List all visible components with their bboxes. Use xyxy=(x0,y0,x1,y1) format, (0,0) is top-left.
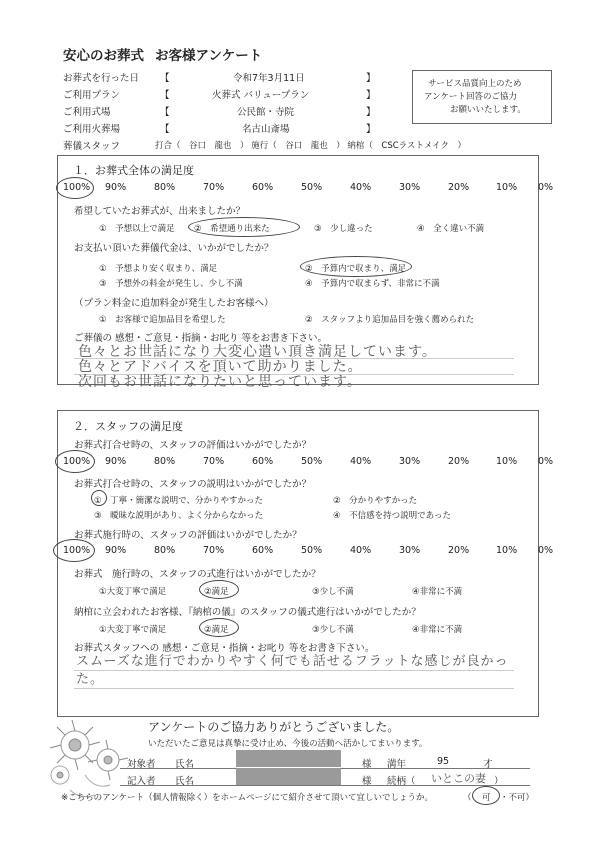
age-unit: 才 xyxy=(483,759,493,770)
survey-title-left: 安心のお葬式 xyxy=(63,48,144,64)
s2-question-2: お葬式打合せ時の、スタッフの説明はいかがでしたか？ xyxy=(74,479,312,490)
scale-0: 0% xyxy=(538,456,554,467)
s1-q2-opt-1: ① 予想より安く収まり、満足 xyxy=(99,264,218,274)
scale-30: 30% xyxy=(399,545,421,556)
s1-q2-opt-3: ③ 予想外の料金が発生し、少し不満 xyxy=(99,279,243,289)
s1-comment-line-1: 色々とお世話になり大変心遣い頂き満足しています。 xyxy=(78,344,437,360)
survey-title-right: お客様アンケート xyxy=(155,48,263,64)
s1-q1-opt-3: ③ 少し違った xyxy=(314,224,373,234)
s2-question-3: お葬式施行時の、スタッフの評価はいかがでしたか？ xyxy=(74,530,302,541)
s1-question-2: お支払い頂いた葬儀代金は、いかがでしたか？ xyxy=(74,243,274,254)
close-bracket: 】 xyxy=(366,107,376,118)
close-bracket: 】 xyxy=(366,124,376,135)
s2-q4-opt-1: ①大変丁寧で満足 xyxy=(99,587,167,597)
relation-label: 続柄（ xyxy=(387,776,416,787)
staff-label: 葬儀スタッフ xyxy=(63,141,121,152)
open-bracket: 【 xyxy=(160,73,170,84)
consent-paren: （ xyxy=(463,793,472,803)
redacted-name xyxy=(236,750,341,767)
close-bracket: 】 xyxy=(366,90,376,101)
scale-20: 20% xyxy=(448,456,470,467)
s1-q1-opt-1: ① 予想以上で満足 xyxy=(99,224,175,234)
writer-name-label: 氏名 xyxy=(175,776,195,787)
scale-100: 100% xyxy=(63,456,91,467)
section1-title: １．お葬式全体の満足度 xyxy=(73,164,194,177)
scale-50: 50% xyxy=(301,545,323,556)
open-bracket: 【 xyxy=(160,107,170,118)
s2-q2-opt-2: ② 分かりやすかった xyxy=(333,496,418,506)
redacted-name xyxy=(236,768,341,785)
s2-q4-opt-3: ③少し不満 xyxy=(312,587,354,597)
age-label: 満年 xyxy=(387,759,407,770)
scale-60: 60% xyxy=(252,456,274,467)
notice-line-3: お願いいたします。 xyxy=(450,105,526,115)
scale-20: 20% xyxy=(448,545,470,556)
scale-50: 50% xyxy=(301,182,323,193)
scale-90: 90% xyxy=(105,545,127,556)
s1-question-1: 希望していたお葬式が、出来ましたか？ xyxy=(74,206,246,217)
scale-90: 90% xyxy=(105,456,127,467)
s2-question-5: 納棺に立会われたお客様、『納棺の儀』のスタッフの儀式進行はいかがでしたか？ xyxy=(74,607,421,618)
s2-comment-line-1: スムーズな進行でわかりやすく何でも話せるフラットな感じが良かった。 xyxy=(76,654,509,687)
field-value-plan: 火葬式 バリュープラン xyxy=(212,90,310,101)
subject-label: 対象者 xyxy=(127,759,156,770)
scale-30: 30% xyxy=(399,182,421,193)
thanks-text: アンケートのご協力ありがとうございました。 xyxy=(148,720,400,734)
s2-q4-opt-4: ④非常に不満 xyxy=(412,587,463,597)
consent-no: ・不可） xyxy=(500,793,535,803)
selection-circle xyxy=(472,786,500,805)
scale-100: 100% xyxy=(63,182,91,193)
s2-q5-opt-2: ②満足 xyxy=(204,625,229,635)
field-value-crematorium: 名古山斎場 xyxy=(242,124,290,135)
scale-90: 90% xyxy=(105,182,127,193)
s1-q3-opt-2: ② スタッフより追加品目を強く薦められた xyxy=(305,315,475,325)
scale-0: 0% xyxy=(538,182,554,193)
scale-30: 30% xyxy=(399,456,421,467)
s1-q1-opt-2: ② 希望通り出来た xyxy=(194,224,270,234)
notice-line-2: アンケート回答のご協力 xyxy=(424,92,517,102)
scale-60: 60% xyxy=(252,182,274,193)
s1-q3-opt-1: ① お客様で追加品目を希望した xyxy=(99,315,226,325)
s2-q5-opt-1: ①大変丁寧で満足 xyxy=(99,625,167,635)
scale-70: 70% xyxy=(203,182,225,193)
field-label-venue: ご利用式場 xyxy=(63,107,111,118)
s2-q5-opt-3: ③少し不満 xyxy=(312,625,354,635)
scale-0: 0% xyxy=(538,545,554,556)
s2-question-4: お葬式 施行時の、スタッフの式進行はいかがでしたか？ xyxy=(74,569,321,580)
scale-80: 80% xyxy=(154,456,176,467)
s2-q2-opt-3: ③ 曖昧な説明があり、よく分からなかった xyxy=(94,511,264,521)
s1-question-3: （プラン料金に追加料金が発生したお客様へ） xyxy=(74,298,274,309)
scale-10: 10% xyxy=(496,545,518,556)
field-value-venue: 公民館・寺院 xyxy=(237,107,295,118)
writer-sama: 様 xyxy=(362,776,372,787)
scale-10: 10% xyxy=(496,182,518,193)
s1-q1-opt-4: ④ 全く違い不満 xyxy=(417,224,485,234)
writer-label: 記入者 xyxy=(127,776,156,787)
s2-q2-opt-1: ① 丁寧・簡潔な説明で、分かりやすかった xyxy=(94,496,263,506)
scale-100: 100% xyxy=(63,545,91,556)
subject-name-label: 氏名 xyxy=(175,759,195,770)
open-bracket: 【 xyxy=(160,90,170,101)
s2-comment-prompt: お葬式スタッフへの 感想・ご意見・指摘・お叱り 等をお書き下さい。 xyxy=(74,643,375,654)
scale-40: 40% xyxy=(350,456,372,467)
thanks-subtext: いただいたご意見は真摯に受け止め、今後の活動へ活かしてまいります。 xyxy=(148,739,428,749)
s2-q2-opt-4: ④ 不信感を持つ説明であった xyxy=(333,511,452,521)
s1-q2-opt-4: ④ 予算内で収まらず、非常に不満 xyxy=(305,279,440,289)
s1-q2-opt-2: ② 予算内で収まり、満足 xyxy=(305,264,407,274)
s1-comment-prompt: ご葬儀の 感想・ご意見・指摘・お叱り 等をお書き下さい。 xyxy=(74,333,328,344)
consent-text: ※こちらのアンケート（個人情報除く）をホームページにて紹介させて頂いて宜しいでしょうか。 xyxy=(61,793,433,803)
scale-70: 70% xyxy=(203,456,225,467)
scale-70: 70% xyxy=(203,545,225,556)
scale-40: 40% xyxy=(350,182,372,193)
s1-comment-line-2: 色々とアドバイスを頂いて助かりました。 xyxy=(78,359,363,375)
relation-value: いとこの妻 xyxy=(431,772,486,785)
field-label-date: お葬式を行った日 xyxy=(63,73,140,84)
scale-40: 40% xyxy=(350,545,372,556)
scale-80: 80% xyxy=(154,182,176,193)
s2-q4-opt-2: ②満足 xyxy=(204,587,229,597)
consent-yes: 可 xyxy=(482,793,491,803)
age-value: 95 xyxy=(437,756,450,767)
section2-title: ２．スタッフの満足度 xyxy=(73,420,183,433)
field-label-plan: ご利用プラン xyxy=(63,90,121,101)
open-bracket: 【 xyxy=(160,124,170,135)
relation-close: ） xyxy=(494,776,504,787)
s2-q5-opt-4: ④非常に不満 xyxy=(412,625,463,635)
s1-comment-line-3: 次回もお世話になりたいと思っています。 xyxy=(78,374,362,390)
scale-50: 50% xyxy=(301,456,323,467)
subject-sama: 様 xyxy=(362,759,372,770)
scale-80: 80% xyxy=(154,545,176,556)
scale-60: 60% xyxy=(252,545,274,556)
row-rule xyxy=(120,785,530,786)
notice-line-1: サービス品質向上のため xyxy=(428,79,522,89)
field-value-date: 令和7年3月11日 xyxy=(233,73,305,84)
scale-10: 10% xyxy=(496,456,518,467)
staff-line: 打合（ 谷口 龍也 ） 施行（ 谷口 龍也 ） 納棺（ CSCラストメイク ） xyxy=(155,141,466,151)
scale-20: 20% xyxy=(448,182,470,193)
field-label-crematorium: ご利用火葬場 xyxy=(63,124,121,135)
s2-question-1: お葬式打合せ時の、スタッフの評価はいかがでしたか？ xyxy=(74,440,312,451)
close-bracket: 】 xyxy=(366,73,376,84)
